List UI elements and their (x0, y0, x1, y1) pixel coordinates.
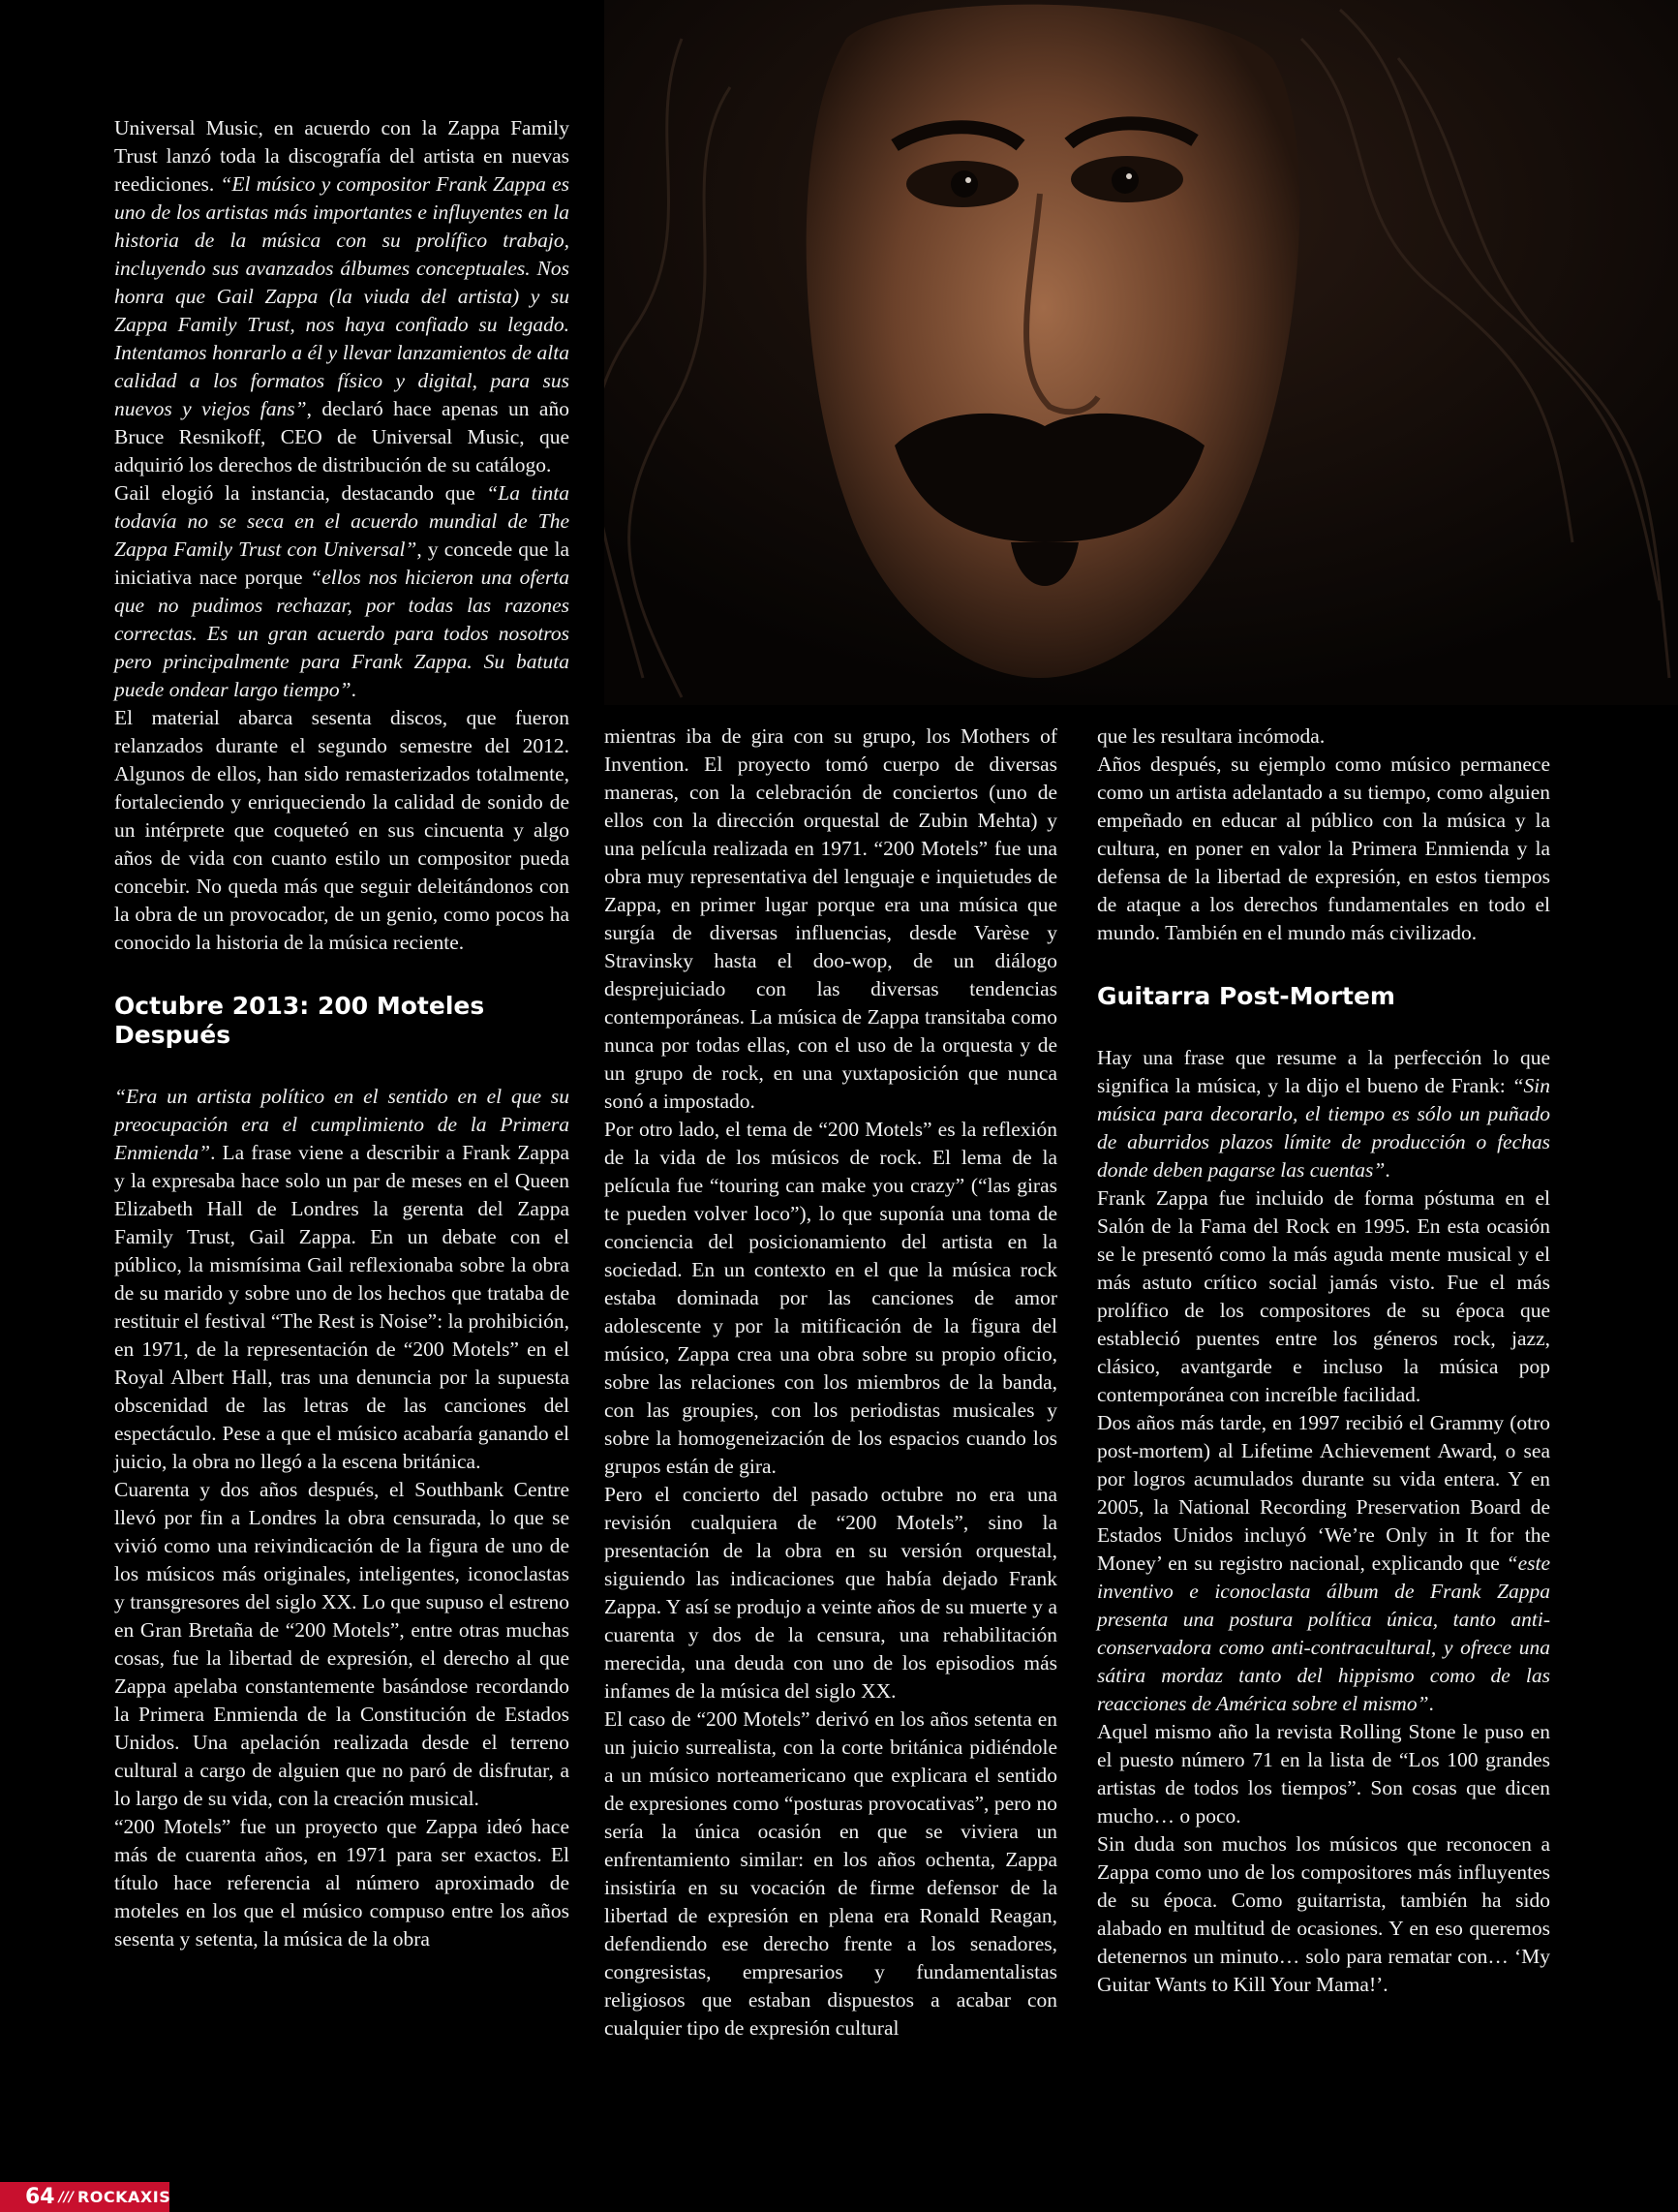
paragraph: Aquel mismo año la revista Rolling Stone le puso en el puesto número 71 en la lista de “Los 100 grandes artistas de todos los tiempos”. Son cosas que dicen mucho… o poco. (1097, 1720, 1550, 1828)
paragraph: “200 Motels” fue un proyecto que Zappa ideó hace más de cuarenta años, en 1971 para ser exactos. El título hace referencia al número aproximado de moteles en los que el músico compuso entre los años sesenta y setenta, la música de la obra (114, 1815, 569, 1951)
text-run: , declaró hace apenas un año Bruce Resnikoff, CEO de Universal Music, que adquirió los derechos de distribución de su catálogo. (114, 397, 569, 476)
magazine-name: ROCKAXIS (76, 2188, 171, 2206)
paragraph (114, 479, 569, 704)
paragraph (1097, 1409, 1550, 1718)
paragraph: Por otro lado, el tema de “200 Motels” es la reflexión de la vida de los músicos de rock. El lema de la película fue “touring can make you crazy” (“las giras te pueden volver loco”), lo que suponía una toma de conciencia del posicionamiento del artista en la sociedad. En un contexto en el que la música rock estaba dominada por las canciones de amor adolescente y por la mitificación de la figura del músico, Zappa crea una obra sobre su propio oficio, sobre las relaciones con los miembros de la banda, con las groupies, con los periodistas musicales y sobre la homogeneización de los espacios cuando los grupos están de gira. (604, 1118, 1057, 1478)
column-middle (604, 722, 1057, 2043)
quote-zappa-music: “Sin música para decorarlo, el tiempo es sólo un puñado de aburridos plazos límite de producción o fechas donde deben pagarse las cuentas” (1097, 1074, 1550, 1182)
text-run: Dos años más tarde, en 1997 recibió el Grammy (otro post-mortem) al Lifetime Achievement Award, o sea por logros acumulados durante su vida entera. Y en 2005, la National Recording Preservation Board de Estados Unidos incluyó ‘We’re Only in It for the Money’ en su registro nacional, explicando que (1097, 1411, 1550, 1575)
paragraph (114, 114, 569, 479)
paragraph (1097, 1044, 1550, 1184)
paragraph: Sin duda son muchos los músicos que reconocen a Zappa como uno de los compositores más influyentes de su época. Como guitarrista, también ha sido alabado en multitud de ocasiones. Y en eso queremos detenernos un minuto… solo para rematar con… ‘My Guitar Wants to Kill Your Mama!’. (1097, 1832, 1550, 1996)
quote-gail-1: “La tinta todavía no se seca en el acuerdo mundial de The Zappa Family Trust con Universal” (114, 481, 569, 561)
paragraph: Pero el concierto del pasado octubre no era una revisión cualquiera de “200 Motels”, sino la presentación de la obra en su versión orquestal, siguiendo las indicaciones que había dejado Frank Zappa. Y así se produjo a veinte años de su muerte y a cuarenta y dos de la censura, una rehabilitación merecida, una deuda con uno de los episodios más infames de la música del siglo XX. (604, 1483, 1057, 1703)
paragraph: Frank Zappa fue incluido de forma póstuma en el Salón de la Fama del Rock en 1995. En esta ocasión se le presentó como la más aguda mente musical y el más astuto crítico social jamás visto. Fue el más prolífico de los compositores de su época que estableció puentes entre los géneros rock, jazz, clásico, avantgarde e incluso la música pop contemporánea con increíble facilidad. (1097, 1186, 1550, 1406)
text-run: . (351, 678, 357, 701)
paragraph: Años después, su ejemplo como músico permanece como un artista adelantado a su tiempo, como alguien empeñado en educar al público con la música y la cultura, en poner en valor la Primera Enmienda y la defensa de la libertad de expresión, en estos tiempos de ataque a los derechos fundamentales en todo el mundo. También en el mundo más civilizado. (1097, 753, 1550, 944)
paragraph (114, 1083, 569, 1476)
text-run: . La frase viene a describir a Frank Zappa y la expresaba hace solo un par de meses en el Queen Elizabeth Hall de Londres la gerenta del Zappa Family Trust, Gail Zappa. En un debate con el público, la mismísima Gail reflexionaba sobre la obra de su marido y sobre uno de los hechos que trataba de restituir el festival “The Rest is Noise”: la prohibición, en 1971, de la representación de “200 Motels” en el Royal Albert Hall, tras una denuncia por la supuesta obscenidad de las letras de las canciones del espectáculo. Pese a que el músico acabaría ganando el juicio, la obra no llegó a la escena británica. (114, 1141, 569, 1473)
page-number: 64 (25, 2185, 55, 2209)
column-left (114, 114, 569, 1953)
paragraph: que les resultara incómoda. (1097, 724, 1326, 748)
text-run: . (1385, 1158, 1390, 1182)
text-run: Hay una frase que resume a la perfección lo que significa la música, y la dijo el bueno de Frank: (1097, 1046, 1550, 1097)
quote-political-artist: “Era un artista político en el sentido en el que su preocupación era el cumplimiento de la Primera Enmienda” (114, 1085, 569, 1164)
paragraph: El material abarca sesenta discos, que fueron relanzados durante el segundo semestre del 2012. Algunos de ellos, han sido remasterizados totalmente, fortaleciendo y enriqueciendo la calidad de sonido de un intérprete que coqueteó en sus cincuenta y algo años de vida con cuanto estilo un compositor pueda concebir. No queda más que seguir deleitándonos con la obra de un provocador, de un genio, como pocos ha conocido la historia de la música reciente. (114, 706, 569, 954)
text-run: . (1428, 1692, 1434, 1715)
text-run: Universal Music, en acuerdo con la Zappa Family Trust lanzó toda la discografía del artista en nuevas reediciones. (114, 116, 569, 196)
portrait-illustration (604, 0, 1678, 705)
footer-separator: /// (58, 2189, 74, 2205)
portrait-photo (604, 0, 1678, 705)
text-run: Gail elogió la instancia, destacando que (114, 481, 487, 505)
text-run: , y concede que la iniciativa nace porque (114, 538, 569, 589)
paragraph: El caso de “200 Motels” derivó en los años setenta en un juicio surrealista, con la corte británica pidiéndole a un músico norteamericano que explicara el sentido de expresiones como “posturas provocativas”, pero no sería la única ocasión en que se viviera un enfrentamiento similar: en los años ochenta, Zappa insistiría en su vocación de firme defensor de la libertad de expresión en plena era Ronald Reagan, defendiendo ese derecho frente a los senadores, congresistas, empresarios y fundamentalistas religiosos que estaban dispuestos a acabar con cualquier tipo de expresión cultural (604, 1707, 1057, 2040)
paragraph: Cuarenta y dos años después, el Southbank Centre llevó por fin a Londres la obra censurada, lo que se vivió como una reivindicación de la figura de uno de los músicos más originales, inteligentes, iconoclastas y transgresores del siglo XX. Lo que supuso el estreno en Gran Bretaña de “200 Motels”, entre otras muchas cosas, fue la libertad de expresión, el derecho al que Zappa apelaba constantemente basándose recordando la Primera Enmienda de la Constitución de Estados Unidos. Una apelación realizada desde el terreno cultural a cargo de alguien que no paró de disfrutar, a lo largo de su vida, con la creación musical. (114, 1478, 569, 1810)
column-right (1097, 722, 1550, 1999)
section-heading-guitarra: Guitarra Post-Mortem (1097, 982, 1395, 1010)
quote-recording-board: “este inventivo e iconoclasta álbum de Frank Zappa presenta una postura política única, tanto anti-conservadora como anti-contracultural, y ofrece una sátira mordaz tanto del hippismo como de las reacciones de América sobre el mismo” (1097, 1551, 1550, 1715)
quote-resnikoff: “El músico y compositor Frank Zappa es uno de los artistas más importantes e influyentes en la historia de la música con su prolífico trabajo, incluyendo sus avanzados álbumes conceptuales. Nos honra que Gail Zappa (la viuda del artista) y su Zappa Family Trust, nos haya confiado su legado. Intentamos honrarlo a él y llevar lanzamientos de alta calidad a los formatos físico y digital, para sus nuevos y viejos fans” (114, 172, 569, 420)
page-footer (0, 2182, 169, 2212)
quote-gail-2: “ellos nos hicieron una oferta que no pudimos rechazar, por todas las razones correctas. Es un gran acuerdo para todos nosotros pero principalmente para Frank Zappa. Su batuta puede ondear largo tiempo” (114, 566, 569, 701)
section-heading-octubre: Octubre 2013: 200 Moteles Después (114, 992, 485, 1049)
paragraph: mientras iba de gira con su grupo, los Mothers of Invention. El proyecto tomó cuerpo de diversas maneras, con la celebración de conciertos (uno de ellos con la dirección orquestal de Zubin Mehta) y una película realizada en 1971. “200 Motels” fue una obra muy representativa del lenguaje e inquietudes de Zappa, en primer lugar porque era una música que surgía de diversas influencias, desde Varèse y Stravinsky hasta el doo-wop, de un diálogo desprejuiciado con las diversas tendencias contemporáneas. La música de Zappa transitaba como nunca por todas ellas, con el uso de la orquesta y de un grupo de rock, en una yuxtaposición que nunca sonó a impostado. (604, 724, 1057, 1113)
